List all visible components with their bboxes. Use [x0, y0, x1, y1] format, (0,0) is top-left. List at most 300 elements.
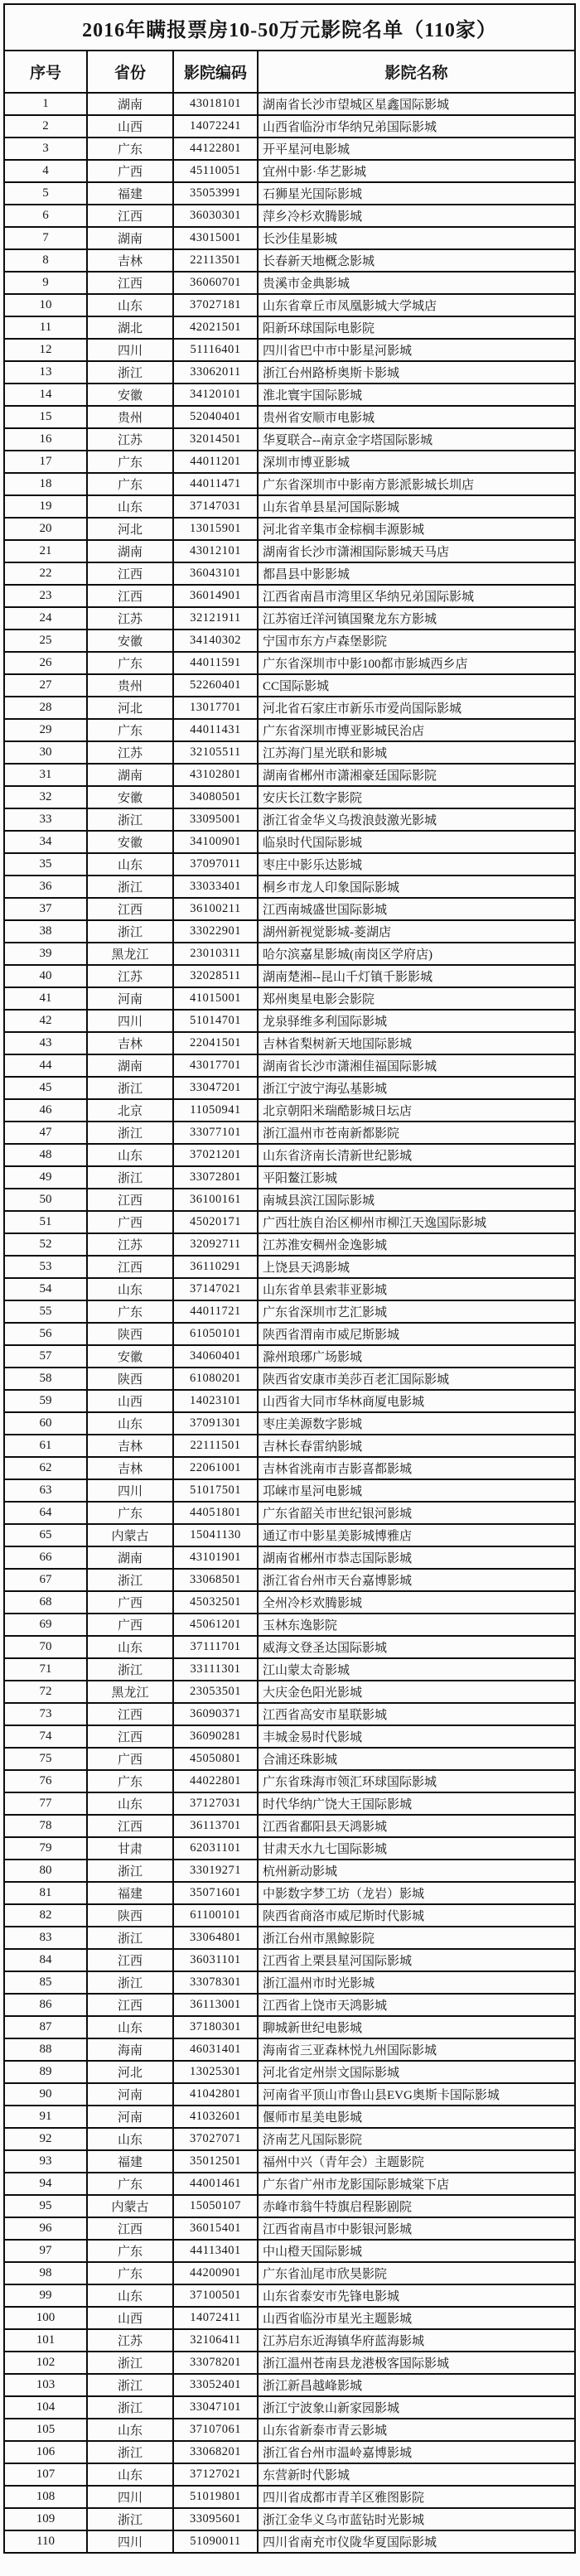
row-province: 江西 [87, 1725, 173, 1748]
table-row [4, 1122, 575, 1144]
table-row [4, 160, 575, 182]
row-province: 江西 [87, 1189, 173, 1211]
title-row [4, 4, 575, 51]
table-row [4, 1278, 575, 1300]
row-no: 62 [4, 1457, 87, 1479]
table-row [4, 137, 575, 160]
table-row [4, 115, 575, 137]
table-row [4, 1144, 575, 1166]
row-name: 江西省南昌市湾里区华纳兄弟国际影城 [258, 585, 575, 607]
row-name: 华夏联合--南京金字塔国际影城 [258, 428, 575, 451]
table-row [4, 2530, 575, 2553]
row-code: 15041130 [173, 1524, 258, 1546]
row-province: 山东 [87, 495, 173, 518]
row-no: 67 [4, 1569, 87, 1591]
row-no: 31 [4, 764, 87, 786]
row-no: 5 [4, 182, 87, 205]
row-name: 枣庄中影乐达影城 [258, 853, 575, 876]
row-province: 江西 [87, 585, 173, 607]
table-row [4, 2061, 575, 2083]
row-name: 四川省成都市青羊区雅图影院 [258, 2486, 575, 2508]
row-province: 广西 [87, 1748, 173, 1770]
row-code: 33047101 [173, 2396, 258, 2419]
row-no: 61 [4, 1435, 87, 1457]
row-no: 38 [4, 920, 87, 943]
row-no: 107 [4, 2463, 87, 2486]
row-province: 河北 [87, 518, 173, 540]
row-name: 河南省平顶山市鲁山县EVG奥斯卡国际影城 [258, 2083, 575, 2106]
column-header-province: 省份 [87, 51, 173, 93]
row-code: 46031401 [173, 2038, 258, 2061]
row-name: 江西省南昌市中影银河影城 [258, 2217, 575, 2240]
row-code: 44011591 [173, 652, 258, 674]
table-row [4, 540, 575, 562]
row-code: 61050101 [173, 1323, 258, 1345]
row-no: 101 [4, 2329, 87, 2352]
table-row [4, 741, 575, 764]
row-province: 湖南 [87, 540, 173, 562]
row-province: 河南 [87, 2106, 173, 2128]
row-code: 22113501 [173, 249, 258, 272]
row-no: 74 [4, 1725, 87, 1748]
row-province: 广东 [87, 1300, 173, 1323]
row-no: 10 [4, 294, 87, 316]
row-province: 吉林 [87, 1032, 173, 1054]
row-code: 61100101 [173, 1904, 258, 1927]
row-province: 安徽 [87, 384, 173, 406]
row-code: 44011431 [173, 719, 258, 741]
row-code: 36031101 [173, 1949, 258, 1971]
row-province: 四川 [87, 339, 173, 361]
row-no: 34 [4, 831, 87, 853]
row-province: 浙江 [87, 1860, 173, 1882]
row-no: 77 [4, 1792, 87, 1815]
row-province: 江西 [87, 898, 173, 920]
row-province: 河南 [87, 2083, 173, 2106]
row-no: 20 [4, 518, 87, 540]
row-name: 长春新天地概念影城 [258, 249, 575, 272]
table-row [4, 1166, 575, 1189]
row-no: 21 [4, 540, 87, 562]
row-name: 宜州中影·华艺影城 [258, 160, 575, 182]
row-code: 33077101 [173, 1122, 258, 1144]
row-code: 37127021 [173, 2463, 258, 2486]
row-province: 广东 [87, 2262, 173, 2284]
page-title: 2016年瞒报票房10-50万元影院名单（110家） [4, 4, 575, 51]
row-province: 江西 [87, 272, 173, 294]
table-row [4, 1703, 575, 1725]
row-no: 102 [4, 2352, 87, 2374]
row-code: 14072411 [173, 2307, 258, 2329]
row-no: 85 [4, 1971, 87, 1994]
row-name: 浙江温州市苍南新都影院 [258, 1122, 575, 1144]
row-name: 湖南省长沙市潇湘国际影城天马店 [258, 540, 575, 562]
row-province: 江苏 [87, 965, 173, 987]
row-no: 63 [4, 1479, 87, 1502]
row-name: 浙江宁波宁海弘基影城 [258, 1077, 575, 1099]
row-name: 临泉时代国际影城 [258, 831, 575, 853]
row-name: 枣庄美源数字影城 [258, 1412, 575, 1435]
row-name: 浙江省台州市温岭嘉博影城 [258, 2441, 575, 2463]
row-name: 湖南省长沙市潇湘佳福国际影城 [258, 1054, 575, 1077]
row-province: 安徽 [87, 630, 173, 652]
row-no: 28 [4, 697, 87, 719]
table-row [4, 2016, 575, 2038]
row-no: 49 [4, 1166, 87, 1189]
row-name: 中山橙天国际影城 [258, 2240, 575, 2262]
table-row [4, 697, 575, 719]
table-row [4, 272, 575, 294]
row-name: 山东省济南长清新世纪影城 [258, 1144, 575, 1166]
row-name: 浙江温州市时光影城 [258, 1971, 575, 1994]
row-name: 开平星河电影城 [258, 137, 575, 160]
table-row [4, 1077, 575, 1099]
table-row [4, 2083, 575, 2106]
table-row [4, 2486, 575, 2508]
row-no: 95 [4, 2195, 87, 2217]
table-row [4, 630, 575, 652]
row-name: 广西壮族自治区柳州市柳江天逸国际影城 [258, 1211, 575, 1233]
table-row [4, 1770, 575, 1792]
row-name: 时代华纳广饶大王国际影城 [258, 1792, 575, 1815]
row-code: 43015001 [173, 227, 258, 249]
row-code: 44011471 [173, 473, 258, 495]
table-row [4, 1546, 575, 1569]
row-province: 山东 [87, 2463, 173, 2486]
row-no: 3 [4, 137, 87, 160]
row-province: 江苏 [87, 428, 173, 451]
column-header-code: 影院编码 [173, 51, 258, 93]
row-no: 93 [4, 2150, 87, 2173]
row-name: 威海文登圣达国际影城 [258, 1636, 575, 1658]
row-province: 江西 [87, 1815, 173, 1837]
row-code: 43102801 [173, 764, 258, 786]
table-row [4, 1368, 575, 1390]
row-name: 浙江温州苍南县龙港极客国际影城 [258, 2352, 575, 2374]
table-row [4, 1815, 575, 1837]
table-row [4, 1457, 575, 1479]
row-name: 江西省鄱阳县天鸿影城 [258, 1815, 575, 1837]
row-no: 57 [4, 1345, 87, 1368]
row-name: 湖南省郴州市潇湘豪廷国际影院 [258, 764, 575, 786]
row-province: 广西 [87, 160, 173, 182]
row-code: 51019801 [173, 2486, 258, 2508]
row-name: 广东省深圳市中影南方影派影城长圳店 [258, 473, 575, 495]
row-name: 河北省定州崇文国际影城 [258, 2061, 575, 2083]
row-province: 广东 [87, 2240, 173, 2262]
table-row [4, 1054, 575, 1077]
table-row [4, 1994, 575, 2016]
row-code: 37111701 [173, 1636, 258, 1658]
row-code: 14023101 [173, 1390, 258, 1412]
row-province: 山西 [87, 115, 173, 137]
row-name: 滁州琅琊广场影城 [258, 1345, 575, 1368]
table-row [4, 2396, 575, 2419]
row-province: 陕西 [87, 1368, 173, 1390]
row-name: 四川省巴中市中影星河影城 [258, 339, 575, 361]
table-row [4, 1971, 575, 1994]
row-no: 79 [4, 1837, 87, 1860]
table-row [4, 2106, 575, 2128]
row-no: 13 [4, 361, 87, 384]
row-code: 35071601 [173, 1882, 258, 1904]
row-no: 23 [4, 585, 87, 607]
table-row [4, 1211, 575, 1233]
row-province: 内蒙古 [87, 1524, 173, 1546]
row-province: 贵州 [87, 406, 173, 428]
table-row [4, 965, 575, 987]
table-row [4, 2374, 575, 2396]
row-province: 河北 [87, 2061, 173, 2083]
row-name: 郑州奥星电影会影院 [258, 987, 575, 1010]
table-row [4, 808, 575, 831]
row-no: 64 [4, 1502, 87, 1524]
row-no: 59 [4, 1390, 87, 1412]
row-code: 37147031 [173, 495, 258, 518]
row-name: 浙江金华义乌市蓝钻时光影城 [258, 2508, 575, 2530]
row-code: 36060701 [173, 272, 258, 294]
row-no: 66 [4, 1546, 87, 1569]
row-code: 33064801 [173, 1927, 258, 1949]
row-code: 32106411 [173, 2329, 258, 2352]
table-row [4, 428, 575, 451]
row-name: 全州冷杉欢腾影城 [258, 1591, 575, 1614]
row-province: 广西 [87, 1591, 173, 1614]
row-name: 哈尔滨嘉星影城(南岗区学府店) [258, 943, 575, 965]
table-row [4, 294, 575, 316]
row-name: 长沙佳星影城 [258, 227, 575, 249]
row-province: 广东 [87, 473, 173, 495]
row-name: 都昌县中影影城 [258, 562, 575, 585]
row-province: 广东 [87, 2173, 173, 2195]
row-name: 四川省南充市仪陇华夏国际影城 [258, 2530, 575, 2553]
row-name: 安庆长江数字影院 [258, 786, 575, 808]
row-code: 33047201 [173, 1077, 258, 1099]
row-name: 浙江宁波象山新家园影城 [258, 2396, 575, 2419]
row-name: 桐乡市龙人印象国际影城 [258, 876, 575, 898]
table-row [4, 1032, 575, 1054]
row-no: 11 [4, 316, 87, 339]
table-row [4, 2217, 575, 2240]
row-code: 34120101 [173, 384, 258, 406]
row-no: 73 [4, 1703, 87, 1725]
row-code: 33052401 [173, 2374, 258, 2396]
table-row [4, 1614, 575, 1636]
row-name: 吉林省洮南市吉影喜都影城 [258, 1457, 575, 1479]
row-no: 53 [4, 1256, 87, 1278]
row-code: 61080201 [173, 1368, 258, 1390]
row-name: 赤峰市翁牛特旗启程影剧院 [258, 2195, 575, 2217]
table-row [4, 93, 575, 115]
table-row [4, 2441, 575, 2463]
row-code: 13017701 [173, 697, 258, 719]
table-row [4, 1300, 575, 1323]
row-name: 湖南省郴州市恭志国际影城 [258, 1546, 575, 1569]
table-row [4, 1323, 575, 1345]
table-row [4, 1591, 575, 1614]
row-province: 福建 [87, 182, 173, 205]
row-no: 69 [4, 1614, 87, 1636]
row-province: 黑龙江 [87, 943, 173, 965]
row-no: 58 [4, 1368, 87, 1390]
table-row [4, 1390, 575, 1412]
row-name: 山东省章丘市凤凰影城大学城店 [258, 294, 575, 316]
row-no: 30 [4, 741, 87, 764]
cinema-list-table [3, 3, 576, 2554]
row-province: 河南 [87, 987, 173, 1010]
row-no: 43 [4, 1032, 87, 1054]
row-province: 浙江 [87, 2441, 173, 2463]
row-no: 4 [4, 160, 87, 182]
row-province: 浙江 [87, 1971, 173, 1994]
row-province: 浙江 [87, 361, 173, 384]
row-code: 37147021 [173, 1278, 258, 1300]
table-row [4, 2419, 575, 2441]
row-province: 湖南 [87, 1054, 173, 1077]
row-province: 山东 [87, 1144, 173, 1166]
row-province: 广西 [87, 1211, 173, 1233]
table-row [4, 518, 575, 540]
table-row [4, 585, 575, 607]
row-no: 78 [4, 1815, 87, 1837]
row-no: 50 [4, 1189, 87, 1211]
row-province: 四川 [87, 1010, 173, 1032]
row-code: 36113001 [173, 1994, 258, 2016]
row-province: 四川 [87, 1479, 173, 1502]
row-code: 32121911 [173, 607, 258, 630]
row-code: 37127031 [173, 1792, 258, 1815]
row-province: 浙江 [87, 2352, 173, 2374]
row-no: 15 [4, 406, 87, 428]
row-name: 山西省大同市华林商厦电影城 [258, 1390, 575, 1412]
row-code: 41015001 [173, 987, 258, 1010]
row-name: 江苏海门星光联和影城 [258, 741, 575, 764]
row-name: 宁国市东方卢森堡影院 [258, 630, 575, 652]
table-row [4, 1189, 575, 1211]
table-row [4, 607, 575, 630]
row-name: 贵州省安顺市电影城 [258, 406, 575, 428]
row-no: 82 [4, 1904, 87, 1927]
table-row [4, 562, 575, 585]
row-name: 陕西省安康市美莎百老汇国际影城 [258, 1368, 575, 1390]
row-province: 山东 [87, 294, 173, 316]
row-province: 广东 [87, 451, 173, 473]
table-row [4, 473, 575, 495]
row-code: 37180301 [173, 2016, 258, 2038]
row-name: 广东省汕尾市欣昊影院 [258, 2262, 575, 2284]
row-no: 27 [4, 674, 87, 697]
row-province: 江西 [87, 1703, 173, 1725]
row-name: 浙江省金华义乌拨浪鼓激光影城 [258, 808, 575, 831]
row-name: 通辽市中影星美影城博雅店 [258, 1524, 575, 1546]
row-province: 广东 [87, 1502, 173, 1524]
row-code: 45050801 [173, 1748, 258, 1770]
row-code: 62031101 [173, 1837, 258, 1860]
row-code: 44022801 [173, 1770, 258, 1792]
row-code: 45110051 [173, 160, 258, 182]
row-province: 山西 [87, 1390, 173, 1412]
row-no: 76 [4, 1770, 87, 1792]
row-province: 吉林 [87, 1435, 173, 1457]
row-no: 90 [4, 2083, 87, 2106]
row-code: 36100161 [173, 1189, 258, 1211]
row-province: 安徽 [87, 1345, 173, 1368]
table-row [4, 361, 575, 384]
row-no: 19 [4, 495, 87, 518]
row-name: 龙泉驿维多利国际影城 [258, 1010, 575, 1032]
table-row [4, 2195, 575, 2217]
table-row [4, 876, 575, 898]
row-name: 北京朝阳米瑞酷影城日坛店 [258, 1099, 575, 1122]
row-province: 广东 [87, 652, 173, 674]
row-province: 浙江 [87, 920, 173, 943]
row-no: 109 [4, 2508, 87, 2530]
row-province: 江苏 [87, 741, 173, 764]
table-row [4, 182, 575, 205]
row-no: 89 [4, 2061, 87, 2083]
row-no: 36 [4, 876, 87, 898]
table-row [4, 2463, 575, 2486]
table-row [4, 316, 575, 339]
row-no: 55 [4, 1300, 87, 1323]
row-name: 山西省临汾市华纳兄弟国际影城 [258, 115, 575, 137]
row-code: 51017501 [173, 1479, 258, 1502]
row-name: 杭州新动影城 [258, 1860, 575, 1882]
row-name: 浙江新昌越峰影城 [258, 2374, 575, 2396]
row-province: 山东 [87, 1412, 173, 1435]
row-no: 9 [4, 272, 87, 294]
column-header-name: 影院名称 [258, 51, 575, 93]
row-no: 44 [4, 1054, 87, 1077]
row-province: 浙江 [87, 1569, 173, 1591]
row-code: 37027181 [173, 294, 258, 316]
row-province: 江西 [87, 562, 173, 585]
row-province: 浙江 [87, 2508, 173, 2530]
row-name: 广东省深圳市中影100都市影城西乡店 [258, 652, 575, 674]
table-row [4, 786, 575, 808]
row-no: 29 [4, 719, 87, 741]
table-row [4, 831, 575, 853]
table-row [4, 853, 575, 876]
row-code: 35012501 [173, 2150, 258, 2173]
row-name: 山西省临汾市星光主题影城 [258, 2307, 575, 2329]
row-code: 11050941 [173, 1099, 258, 1122]
row-code: 51090011 [173, 2530, 258, 2553]
row-province: 广东 [87, 137, 173, 160]
row-code: 33078301 [173, 1971, 258, 1994]
row-province: 陕西 [87, 1904, 173, 1927]
row-name: 江苏启东近海镇华府蓝海影城 [258, 2329, 575, 2352]
row-name: 吉林长春雷纳影城 [258, 1435, 575, 1457]
table-body [4, 93, 575, 2553]
row-no: 106 [4, 2441, 87, 2463]
row-no: 81 [4, 1882, 87, 1904]
row-province: 山西 [87, 2307, 173, 2329]
row-name: 上饶县天鸿影城 [258, 1256, 575, 1278]
row-name: 石狮星光国际影城 [258, 182, 575, 205]
row-name: 广东省深圳市艺汇影城 [258, 1300, 575, 1323]
row-province: 山东 [87, 1636, 173, 1658]
row-code: 44051801 [173, 1502, 258, 1524]
row-no: 94 [4, 2173, 87, 2195]
row-code: 37100501 [173, 2284, 258, 2307]
row-name: 海南省三亚森林悦九州国际影城 [258, 2038, 575, 2061]
row-name: 山东省单县星河国际影城 [258, 495, 575, 518]
row-no: 72 [4, 1681, 87, 1703]
row-code: 22061001 [173, 1457, 258, 1479]
row-name: 江西南城盛世国际影城 [258, 898, 575, 920]
row-code: 33033401 [173, 876, 258, 898]
